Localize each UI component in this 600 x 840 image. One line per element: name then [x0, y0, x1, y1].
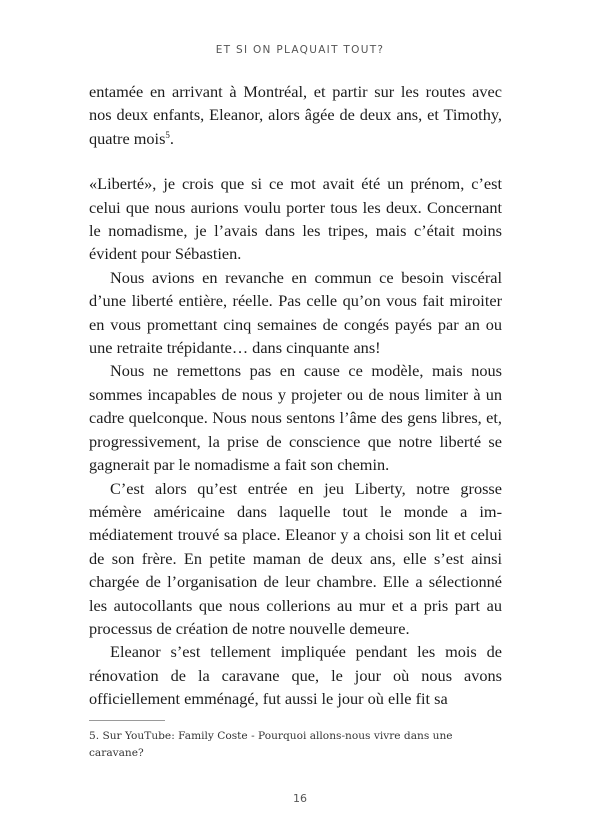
- footnote-reference[interactable]: 5: [165, 129, 170, 140]
- paragraph-6: Eleanor s’est tellement impliquée pendant les mois de rénovation de la caravane que, le jour où nous avons officiellement emménagé, fut aussi le jour où elle fit sa: [89, 642, 502, 709]
- paragraph-3: Nous avions en revanche en commun ce besoin viscéral d’une liberté entière, réelle. Pas celle qu’on vous fait miroiter en vous promettant cinq semaines de congés payés par an ou une retraite trépidante… dans cinquante ans!: [89, 267, 502, 358]
- paragraph-5: C’est alors qu’est entrée en jeu Liberty, notre grosse mémère américaine dans laquelle tout le monde a immédiatement trouvé sa place. Eleanor y a choisi son lit et celui de son frère. En petite maman de deux ans, elle s’est ainsi chargée de l’organisation de leur chambre. Elle a sélectionné les autocollants que nous collerions au mur et a pris part au processus de création de notre nouvelle demeure.: [89, 478, 502, 638]
- paragraph-1: [89, 80, 502, 150]
- paragraph-2: «Liberté», je crois que si ce mot avait été un prénom, c’est celui que nous aurions voulu porter tous les deux. Concernant le nomadisme, je l’avais dans les tripes, mais c’était moins évident pour Sébastien.: [89, 174, 502, 264]
- footnote-divider: [89, 720, 165, 721]
- running-header: ET SI ON PLAQUAIT TOUT?: [215, 44, 385, 56]
- footnote-text: 5. Sur YouTube: Family Coste - Pourquoi allons-nous vivre dans une caravane?: [89, 730, 453, 759]
- page-number: 16: [293, 792, 307, 805]
- paragraph-1-text: entamée en arrivant à Montréal, et partir sur les routes avec nos deux enfants, Eleanor, alors âgée de deux ans, et Timothy, quatre mois: [89, 82, 502, 148]
- footnote: [89, 728, 502, 761]
- paragraph-1-end: .: [169, 128, 174, 148]
- body-text: [89, 80, 502, 711]
- paragraph-4: Nous ne remettons pas en cause ce modèle, mais nous sommes incapables de nous y projeter ou de nous limiter à un cadre quelconque. Nous nous sentons l’âme des gens libres, et, progressivement, la prise de conscience que notre liberté se gagnerait par le nomadisme a fait son chemin.: [89, 361, 502, 475]
